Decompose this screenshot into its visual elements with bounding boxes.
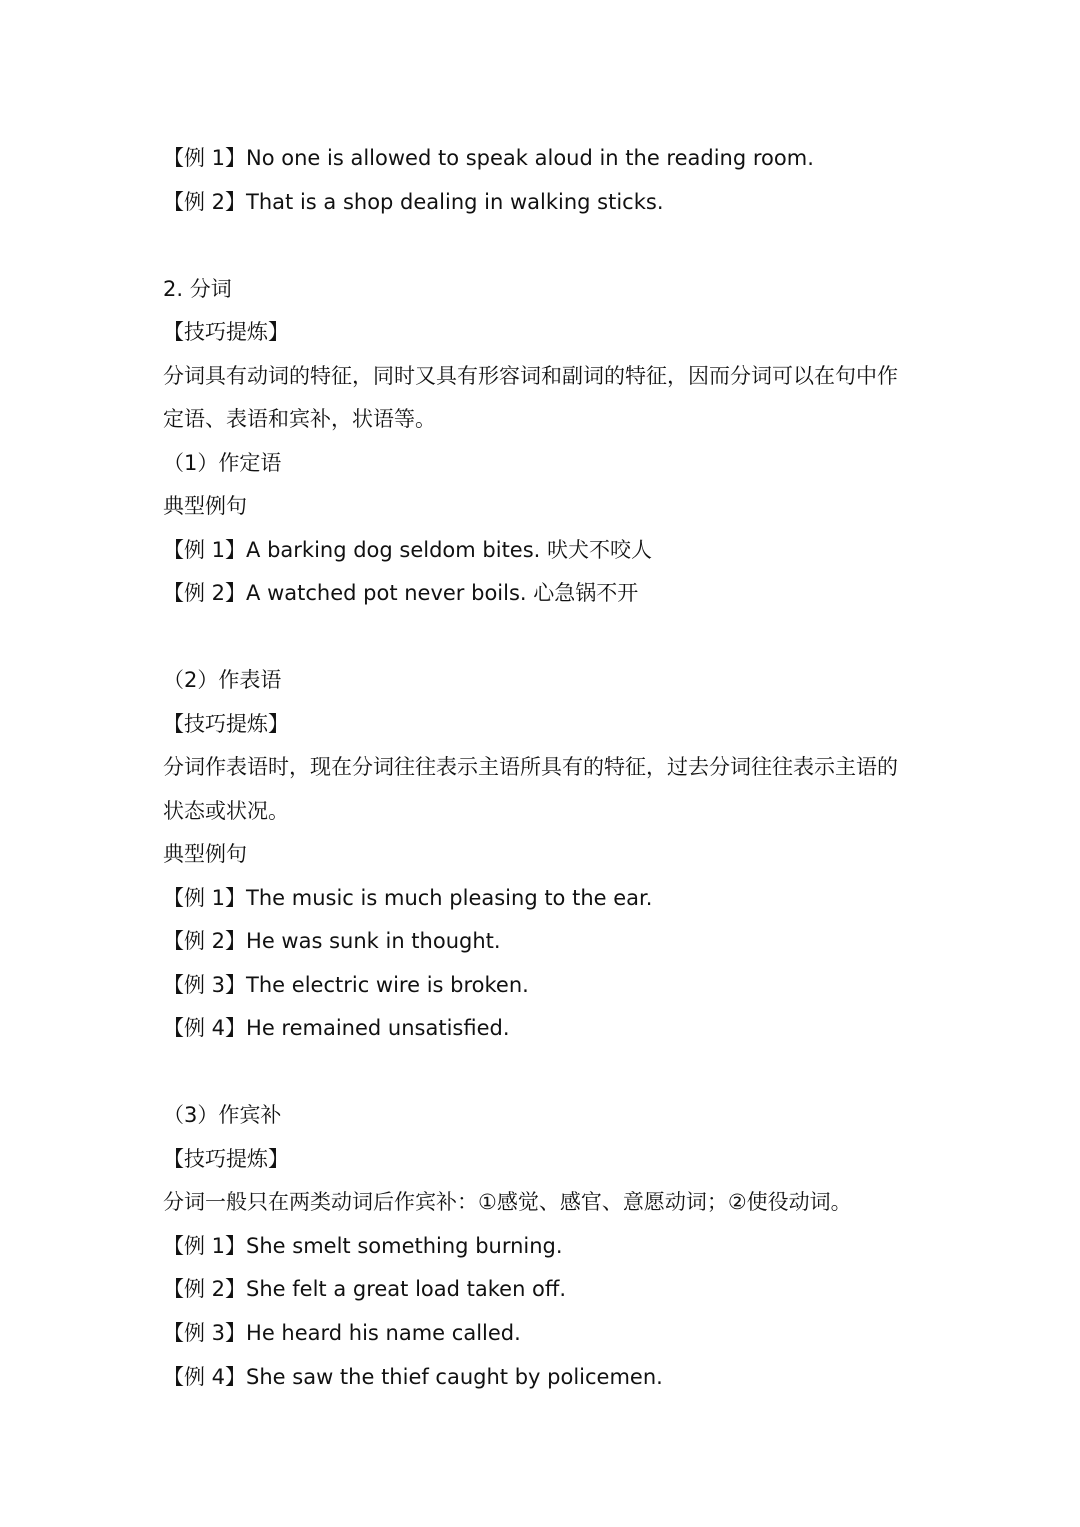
example-line: 【例 4】He remained unsatisfied. [163,1016,510,1040]
subsection-heading: （1）作定语 [163,451,282,475]
tips-heading: 【技巧提炼】 [163,1147,289,1171]
example-line: 【例 4】She saw the thief caught by policemen. [163,1365,663,1389]
example-line: 【例 2】That is a shop dealing in walking sticks. [163,190,664,214]
example-line: 【例 1】The music is much pleasing to the ear. [163,886,653,910]
example-line: 【例 1】She smelt something burning. [163,1234,563,1258]
example-line: 【例 3】He heard his name called. [163,1321,521,1345]
subsection-heading: （3）作宾补 [163,1103,282,1127]
example-line: 【例 1】A barking dog seldom bites. 吠犬不咬人 [163,538,653,562]
paragraph-line: 分词一般只在两类动词后作宾补：①感觉、感官、意愿动词；②使役动词。 [163,1190,852,1214]
tips-heading: 【技巧提炼】 [163,712,289,736]
examples-heading: 典型例句 [163,842,247,866]
example-line: 【例 2】A watched pot never boils. 心急锅不开 [163,581,639,605]
example-line: 【例 2】She felt a great load taken off. [163,1277,567,1301]
subsection-heading: （2）作表语 [163,668,282,692]
paragraph-line: 状态或状况。 [163,799,289,823]
paragraph-line: 分词具有动词的特征，同时又具有形容词和副词的特征，因而分词可以在句中作 [163,364,898,388]
example-line: 【例 1】No one is allowed to speak aloud in the reading room. [163,146,814,170]
tips-heading: 【技巧提炼】 [163,320,289,344]
section-heading: 2. 分词 [163,277,232,301]
example-line: 【例 3】The electric wire is broken. [163,973,529,997]
paragraph-line: 分词作表语时，现在分词往往表示主语所具有的特征，过去分词往往表示主语的 [163,755,898,779]
examples-heading: 典型例句 [163,494,247,518]
example-line: 【例 2】He was sunk in thought. [163,929,501,953]
paragraph-line: 定语、表语和宾补，状语等。 [163,407,436,431]
